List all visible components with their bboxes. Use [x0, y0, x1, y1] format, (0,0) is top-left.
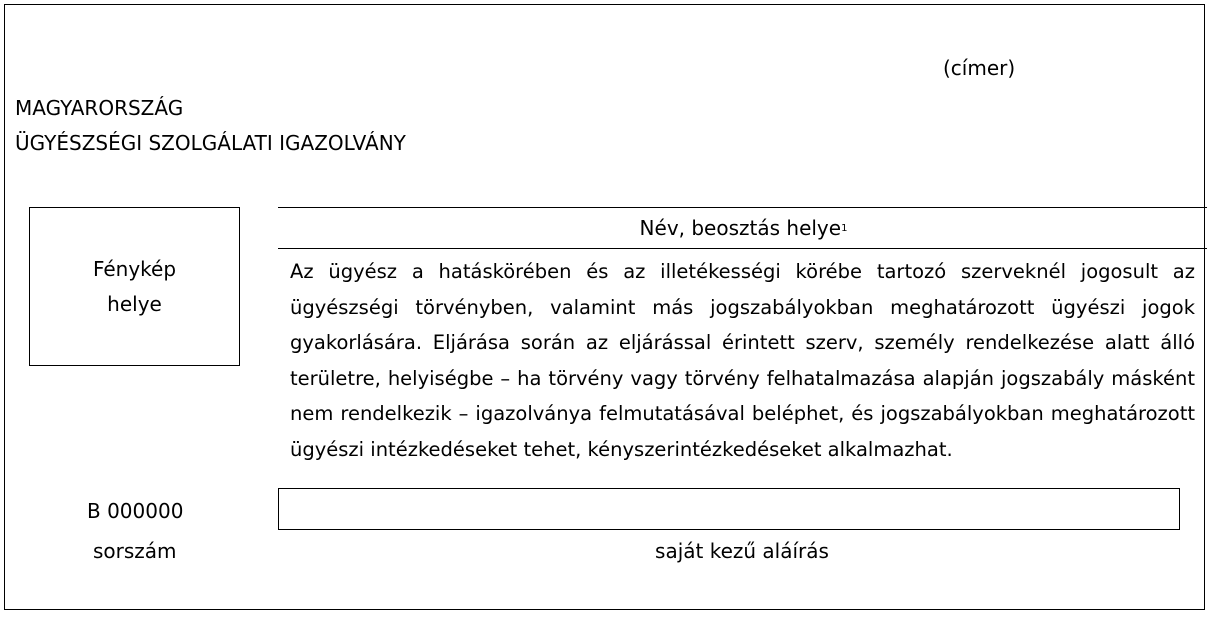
photo-label-line1: Fénykép: [92, 256, 177, 281]
name-position-label: Név, beosztás helye: [639, 216, 842, 240]
signature-box: [278, 488, 1180, 530]
name-position-field: [278, 207, 1207, 249]
authorization-text: Az ügyész a hatáskörében és az illetékességi körébe tartozó szerveknél jogosult az ügyészségi törvényben, valamint más jogszabályokban meghatározott ügyészi jogok gyakorlására. Eljárása során az eljárással érintett szerv, személy rendelkezése alatt álló területre, helyiségbe – ha törvény vagy törvény felhatalmazása alapján jogszabály másként nem rendelkezik – igazolványa felmutatásával beléphet, és jogszabályokban meghatározott ügyészi intézkedéseket tehet, kényszerintézkedéseket alkalmazhat.: [290, 260, 1195, 461]
serial-number: B 000000: [87, 499, 184, 523]
serial-number-label: sorszám: [93, 539, 177, 563]
coat-of-arms-placeholder: (címer): [943, 56, 1016, 80]
photo-label-line2: helye: [107, 291, 162, 316]
country-name: MAGYARORSZÁG: [15, 96, 184, 120]
signature-label: saját kezű aláírás: [655, 539, 829, 563]
photo-placeholder: [29, 207, 240, 366]
document-title: ÜGYÉSZSÉGI SZOLGÁLATI IGAZOLVÁNY: [15, 131, 406, 155]
footnote-marker: 1: [841, 222, 848, 234]
